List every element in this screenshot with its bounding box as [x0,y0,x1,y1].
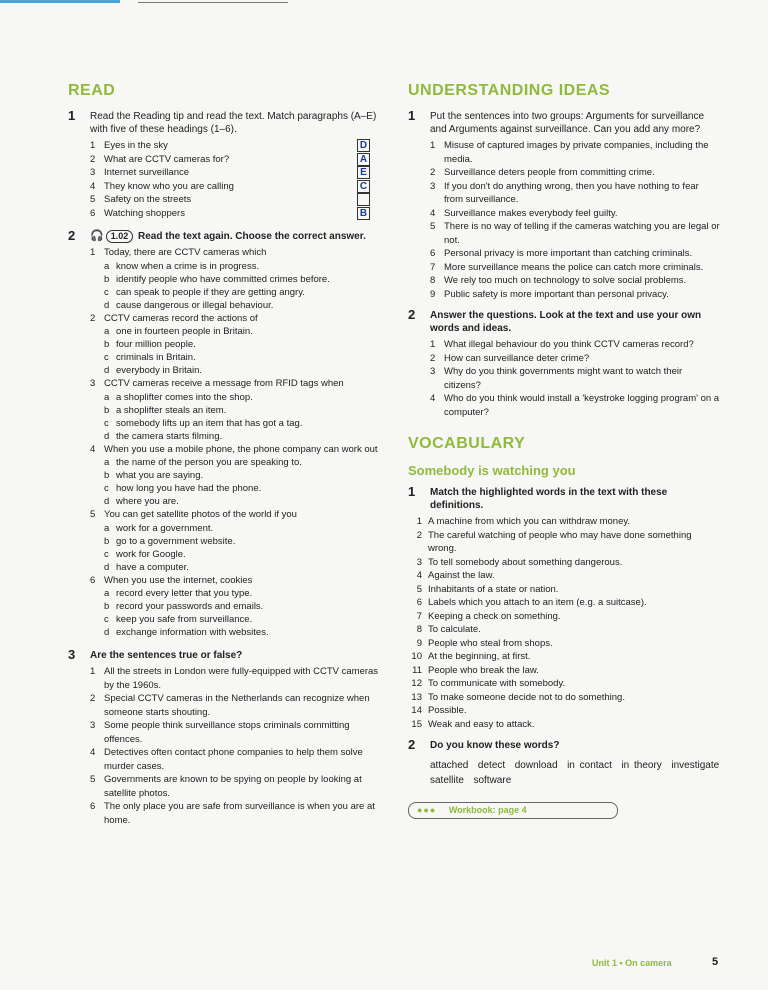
item-text: Possible. [428,705,467,716]
item-text: At the beginning, at first. [428,651,531,662]
item-number: 2 [90,693,96,704]
item-text: All the streets in London were fully-equipped with CCTV cameras by the 1960s. [104,666,379,691]
question-number: 4 [90,443,96,455]
workbook-link[interactable] [408,802,618,819]
item-text: Keeping a check on something. [428,610,561,622]
list-item [90,180,380,194]
item-number: 6 [90,207,96,219]
question-item [430,338,720,352]
vocabulary-subtitle: Somebody is watching you [408,463,576,478]
vocabulary-exercise-1 [408,486,720,731]
option-letter: d [104,430,110,442]
answer-option[interactable] [90,600,380,613]
item-text: To make someone decide not to do something. [428,691,625,703]
question-number: 3 [90,378,96,389]
statement-item [90,800,380,827]
option-text: the name of the person you are speaking to. [116,457,302,468]
exercise-number: 1 [408,108,416,123]
option-letter: d [104,299,110,311]
question-list [90,246,380,639]
item-text: Internet surveillance [104,167,190,178]
item-number: 9 [416,637,422,649]
option-letter: d [104,365,110,376]
option-letter: a [104,588,110,599]
definition-item [408,691,720,705]
option-text: somebody lifts up an item that has got a tag. [116,417,303,429]
item-number: 1 [430,339,436,350]
item-text: Special CCTV cameras in the Netherlands can recognize when someone starts shouting. [104,693,370,718]
footer-unit: Unit 1 • On camera [592,958,672,968]
definition-item [408,556,720,570]
exercise-instruction: Put the sentences into two groups: Arguments for surveillance and Arguments against surveillance. Can you add any more? [430,111,705,135]
question-number: 6 [90,574,96,586]
true-false-list [90,665,380,827]
option-text: what you are saying. [116,470,204,481]
option-letter: d [104,561,110,573]
question-text: When you use the internet, cookies [104,574,253,586]
option-letter: a [104,391,110,403]
question-item [430,392,720,419]
answer-option[interactable] [90,469,380,482]
option-letter: a [104,457,110,468]
item-text: They know who you are calling [104,180,234,192]
question-item [430,352,720,366]
question-text: Today, there are CCTV cameras which [104,247,267,258]
item-number: 5 [90,774,96,785]
exercise-instruction: Answer the questions. Look at the text and use your own words and ideas. [430,310,702,334]
answer-box[interactable] [357,193,370,206]
exercise-instruction: Do you know these words? [430,740,560,751]
option-text: know when a crime is in progress. [116,260,260,272]
item-number: 3 [90,720,96,731]
item-number: 3 [90,167,96,178]
question-item [90,246,380,260]
option-text: go to a government website. [116,535,236,547]
list-item [90,139,380,153]
item-number: 2 [430,167,436,178]
question-item [90,312,380,326]
option-text: four million people. [116,339,196,350]
item-number: 10 [411,651,422,662]
item-number: 14 [411,705,422,716]
statement-item [90,719,380,746]
definition-item [408,596,720,610]
item-text: Public safety is more important than personal privacy. [444,288,669,300]
item-text: Eyes in the sky [104,140,168,151]
question-list [430,338,720,419]
question-text: When you use a mobile phone, the phone company can work out [104,443,378,455]
item-number: 2 [416,529,422,541]
exercise-instruction [90,230,380,243]
item-number: 7 [430,261,436,273]
question-item [90,508,380,522]
option-text: work for Google. [116,548,186,560]
question-number: 1 [90,247,96,258]
answer-option[interactable] [90,522,380,535]
question-item [430,365,720,392]
answer-option[interactable] [90,613,380,626]
list-item [90,193,380,207]
item-text: Detectives often contact phone companies to help them solve murder cases. [104,747,363,772]
question-item [90,377,380,391]
item-text: Misuse of captured images by private companies, including the media. [444,140,709,165]
read-title: READ [68,82,116,99]
exercise-number: 2 [68,228,76,243]
list-item [90,207,380,221]
understanding-title: UNDERSTANDING IDEAS [408,82,611,99]
option-text: criminals in Britain. [116,352,196,363]
item-number: 4 [90,747,96,758]
read-exercise-2 [68,230,380,639]
item-text: Weak and easy to attack. [428,718,535,730]
definition-item [408,704,720,718]
definition-list [408,515,720,731]
statement-item [90,773,380,800]
option-letter: d [104,496,110,507]
exercise-instruction: Are the sentences true or false? [90,650,243,661]
definition-item [408,610,720,624]
item-number: 15 [411,718,422,730]
item-text: What are CCTV cameras for? [104,153,230,165]
item-text: People who break the law. [428,664,539,676]
item-text: To communicate with somebody. [428,678,566,689]
understanding-exercise-1 [408,110,720,301]
item-text: The careful watching of people who may have done something wrong. [428,529,692,554]
definition-item [408,569,720,583]
definition-item [408,677,720,691]
answer-option[interactable] [90,548,380,561]
item-number: 5 [90,194,96,205]
right-column [408,82,729,819]
option-text: how long you have had the phone. [116,483,262,494]
word-bank: attached detect download in contact in theory investigate satellite software [430,760,729,786]
item-number: 5 [430,221,436,232]
option-letter: d [104,627,110,638]
item-text: Some people think surveillance stops criminals committing offences. [104,720,350,745]
definition-item [408,583,720,597]
answer-option[interactable] [90,338,380,351]
answer-option[interactable] [90,286,380,299]
item-text: Safety on the streets [104,194,192,205]
argument-list [430,139,720,301]
answer-option[interactable] [90,587,380,600]
definition-item [408,650,720,664]
argument-item [430,180,720,207]
item-text: Governments are known to be spying on people by looking at satellite photos. [104,774,362,799]
item-number: 4 [416,570,422,581]
item-text: Surveillance makes everybody feel guilty. [444,207,618,219]
item-number: 9 [430,288,436,300]
item-text: If you don't do anything wrong, then you have nothing to fear from surveillance. [444,180,699,205]
answer-option[interactable] [90,325,380,338]
item-text: Who do you think would install a 'keystroke logging program' on a computer? [444,393,720,418]
argument-item [430,220,720,247]
left-column [68,82,380,833]
option-letter: c [104,483,109,494]
option-text: identify people who have committed crimes before. [116,273,330,285]
workbook-label: Workbook: page 4 [448,805,527,815]
item-number: 7 [416,610,422,622]
item-text: The only place you are safe from surveillance is when you are at home. [104,801,375,826]
answer-option[interactable] [90,430,380,443]
argument-item [430,247,720,261]
item-number: 13 [411,691,422,703]
question-item [90,443,380,457]
option-text: a shoplifter comes into the shop. [116,391,253,403]
item-number: 4 [90,180,96,192]
option-text: keep you safe from surveillance. [116,614,253,625]
answer-option[interactable] [90,404,380,417]
item-text: People who steal from shops. [428,637,553,649]
option-letter: b [104,535,110,547]
option-text: everybody in Britain. [116,365,203,376]
exercise-instruction-text: Read the text again. Choose the correct answer. [138,231,366,242]
answer-box[interactable]: E [357,166,370,179]
item-text: Surveillance deters people from committing crime. [444,167,655,178]
option-text: the camera starts filming. [116,430,223,442]
exercise-number: 1 [408,484,416,499]
option-letter: b [104,601,110,612]
item-number: 3 [416,556,422,568]
item-number: 2 [90,153,96,165]
headphones-icon: 🎧 [90,230,104,242]
list-item [90,166,380,180]
answer-option[interactable] [90,273,380,286]
answer-option[interactable] [90,456,380,469]
item-text: We rely too much on technology to solve social problems. [444,275,687,286]
item-number: 8 [430,275,436,286]
item-number: 1 [430,140,436,151]
item-number: 6 [430,248,436,259]
read-exercise-3 [68,649,380,827]
question-number: 5 [90,509,96,520]
option-letter: a [104,522,110,534]
exercise-number: 2 [408,737,416,752]
answer-option[interactable] [90,482,380,495]
option-letter: c [104,614,109,625]
option-text: can speak to people if they are getting angry. [116,286,305,298]
option-text: one in fourteen people in Britain. [116,326,253,337]
option-letter: c [104,286,109,298]
vocabulary-exercise-2 [408,739,720,752]
option-text: cause dangerous or illegal behaviour. [116,299,274,311]
item-text: Labels which you attach to an item (e.g. a suitcase). [428,597,647,608]
option-letter: b [104,273,110,285]
answer-option[interactable] [90,299,380,312]
item-number: 2 [430,352,436,364]
item-number: 12 [411,678,422,689]
answer-box[interactable]: A [357,153,370,166]
item-text: What illegal behaviour do you think CCTV cameras record? [444,339,694,350]
answer-box[interactable]: B [357,207,370,220]
question-number: 2 [90,312,96,324]
definition-item [408,515,720,529]
argument-item [430,274,720,288]
item-text: To calculate. [428,624,481,635]
item-text: More surveillance means the police can catch more criminals. [444,261,704,273]
item-number: 8 [416,624,422,635]
answer-option[interactable] [90,260,380,273]
list-item [90,153,380,167]
option-text: work for a government. [116,522,214,534]
item-number: 1 [416,516,422,527]
definition-item [408,623,720,637]
exercise-number: 1 [68,108,76,123]
definition-item [408,637,720,651]
definition-item [408,529,720,556]
top-rule-grey [138,2,288,3]
question-text: You can get satellite photos of the world if you [104,509,297,520]
exercise-instruction: Match the highlighted words in the text with these definitions. [430,487,668,511]
item-text: There is no way of telling if the cameras watching you are legal or not. [444,221,720,246]
item-number: 1 [90,666,96,677]
answer-option[interactable] [90,561,380,574]
item-text: Watching shoppers [104,207,185,219]
question-text: CCTV cameras record the actions of [104,312,258,324]
option-text: record every letter that you type. [116,588,253,599]
question-item [90,574,380,588]
item-number: 4 [430,207,436,219]
page-number: 5 [712,956,719,968]
item-number: 4 [430,393,436,404]
item-number: 6 [90,801,96,812]
question-text: CCTV cameras receive a message from RFID tags when [104,378,344,389]
exercise-number: 2 [408,307,416,322]
option-letter: b [104,470,110,481]
option-text: where you are. [116,496,179,507]
answer-option[interactable] [90,535,380,548]
option-text: exchange information with websites. [116,627,269,638]
item-text: Personal privacy is more important than catching criminals. [444,248,693,259]
exercise-number: 3 [68,647,76,662]
item-number: 1 [90,140,96,151]
option-letter: a [104,326,110,337]
item-text: How can surveillance deter crime? [444,352,590,364]
statement-item [90,665,380,692]
option-text: record your passwords and emails. [116,601,264,612]
option-text: have a computer. [116,561,189,573]
option-letter: c [104,417,109,429]
argument-item [430,139,720,166]
answer-option[interactable] [90,417,380,430]
argument-item [430,288,720,302]
item-number: 5 [416,583,422,595]
understanding-exercise-2 [408,309,720,419]
item-number: 3 [430,366,436,377]
item-text: To tell somebody about something dangerous. [428,556,623,568]
statement-item [90,692,380,719]
item-number: 11 [412,664,422,676]
answer-box[interactable]: D [357,139,370,152]
option-letter: c [104,352,109,363]
option-letter: b [104,339,110,350]
definition-item [408,718,720,732]
audio-track-badge[interactable]: 1.02 [106,230,134,243]
definition-item [408,664,720,678]
item-text: A machine from which you can withdraw money. [428,516,631,527]
read-exercise-1 [68,110,380,220]
item-number: 6 [416,597,422,608]
option-text: a shoplifter steals an item. [116,404,227,416]
answer-option[interactable] [90,495,380,508]
top-rule-blue [0,0,120,3]
option-letter: a [104,260,110,272]
answer-box[interactable]: C [357,180,370,193]
option-letter: c [104,548,109,560]
heading-list [90,139,380,220]
dots-icon: ●●● [417,805,437,815]
statement-item [90,746,380,773]
vocabulary-title: VOCABULARY [408,435,526,452]
argument-item [430,261,720,275]
answer-option[interactable] [90,626,380,639]
item-text: Inhabitants of a state or nation. [428,583,559,595]
argument-item [430,166,720,180]
item-number: 3 [430,180,436,192]
item-text: Against the law. [428,570,495,581]
answer-option[interactable] [90,364,380,377]
item-text: Why do you think governments might want to watch their citizens? [444,366,683,391]
exercise-instruction: Read the Reading tip and read the text. Match paragraphs (A–E) with five of these headings (1–6). [90,111,377,135]
option-letter: b [104,404,110,416]
argument-item [430,207,720,221]
answer-option[interactable] [90,351,380,364]
answer-option[interactable] [90,391,380,404]
